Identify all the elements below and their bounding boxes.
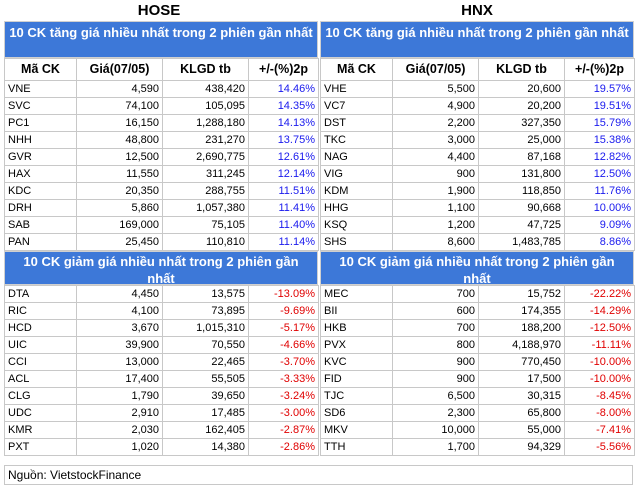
volume-cell: 1,288,180	[163, 115, 249, 132]
symbol-cell: TTH	[321, 439, 393, 456]
symbol-cell: PXT	[5, 439, 77, 456]
price-cell: 5,860	[77, 200, 163, 217]
symbol-cell: KVC	[321, 354, 393, 371]
volume-cell: 1,015,310	[163, 320, 249, 337]
change-cell: -11.11%	[565, 337, 635, 354]
volume-cell: 188,200	[479, 320, 565, 337]
hose-panel	[4, 21, 318, 456]
table-row	[321, 81, 635, 98]
price-cell: 1,200	[393, 217, 479, 234]
change-cell: -5.56%	[565, 439, 635, 456]
price-cell: 20,350	[77, 183, 163, 200]
table-row	[5, 371, 319, 388]
change-cell: 11.40%	[249, 217, 319, 234]
table-row	[5, 234, 319, 251]
symbol-cell: SHS	[321, 234, 393, 251]
volume-cell: 1,057,380	[163, 200, 249, 217]
volume-cell: 311,245	[163, 166, 249, 183]
change-cell: -2.87%	[249, 422, 319, 439]
symbol-cell: KDM	[321, 183, 393, 200]
table-row	[5, 183, 319, 200]
hnx-panel	[320, 21, 634, 456]
volume-cell: 47,725	[479, 217, 565, 234]
price-cell: 700	[393, 320, 479, 337]
symbol-cell: MKV	[321, 422, 393, 439]
symbol-cell: NHH	[5, 132, 77, 149]
table-row	[5, 337, 319, 354]
volume-cell: 55,000	[479, 422, 565, 439]
table-row	[5, 98, 319, 115]
symbol-cell: TJC	[321, 388, 393, 405]
symbol-cell: KSQ	[321, 217, 393, 234]
gainers-table	[4, 58, 319, 251]
volume-cell: 17,485	[163, 405, 249, 422]
price-cell: 1,700	[393, 439, 479, 456]
change-cell: 9.09%	[565, 217, 635, 234]
volume-cell: 288,755	[163, 183, 249, 200]
volume-cell: 438,420	[163, 81, 249, 98]
price-cell: 900	[393, 166, 479, 183]
price-cell: 10,000	[393, 422, 479, 439]
change-cell: 19.51%	[565, 98, 635, 115]
price-cell: 8,600	[393, 234, 479, 251]
losers-header: 10 CK giảm giá nhiều nhất trong 2 phiên gần nhất	[4, 251, 318, 285]
change-cell: 11.41%	[249, 200, 319, 217]
column-header: KLGD tb	[163, 59, 249, 81]
symbol-cell: VNE	[5, 81, 77, 98]
price-cell: 74,100	[77, 98, 163, 115]
price-cell: 2,300	[393, 405, 479, 422]
symbol-cell: HHG	[321, 200, 393, 217]
change-cell: -5.17%	[249, 320, 319, 337]
change-cell: 13.75%	[249, 132, 319, 149]
table-row	[5, 422, 319, 439]
price-cell: 4,590	[77, 81, 163, 98]
table-row	[5, 217, 319, 234]
table-row	[5, 166, 319, 183]
gainers-header: 10 CK tăng giá nhiều nhất trong 2 phiên gần nhất	[4, 21, 318, 58]
symbol-cell: MEC	[321, 286, 393, 303]
column-header: +/-(%)2p	[565, 59, 635, 81]
price-cell: 600	[393, 303, 479, 320]
volume-cell: 65,800	[479, 405, 565, 422]
table-row	[5, 405, 319, 422]
price-cell: 169,000	[77, 217, 163, 234]
table-row	[321, 371, 635, 388]
volume-cell: 20,600	[479, 81, 565, 98]
table-row	[5, 286, 319, 303]
symbol-cell: PVX	[321, 337, 393, 354]
symbol-cell: BII	[321, 303, 393, 320]
volume-cell: 20,200	[479, 98, 565, 115]
change-cell: 15.79%	[565, 115, 635, 132]
symbol-cell: FID	[321, 371, 393, 388]
volume-cell: 17,500	[479, 371, 565, 388]
change-cell: 11.51%	[249, 183, 319, 200]
price-cell: 3,000	[393, 132, 479, 149]
change-cell: -3.00%	[249, 405, 319, 422]
price-cell: 39,900	[77, 337, 163, 354]
change-cell: -8.45%	[565, 388, 635, 405]
symbol-cell: VC7	[321, 98, 393, 115]
symbol-cell: UIC	[5, 337, 77, 354]
table-row	[321, 320, 635, 337]
gainers-header: 10 CK tăng giá nhiều nhất trong 2 phiên gần nhất	[320, 21, 634, 58]
change-cell: 10.00%	[565, 200, 635, 217]
change-cell: 14.46%	[249, 81, 319, 98]
table-row	[5, 320, 319, 337]
symbol-cell: HCD	[5, 320, 77, 337]
symbol-cell: RIC	[5, 303, 77, 320]
hnx-title: HNX	[461, 2, 493, 19]
price-cell: 2,200	[393, 115, 479, 132]
price-cell: 12,500	[77, 149, 163, 166]
price-cell: 6,500	[393, 388, 479, 405]
column-header: Mã CK	[321, 59, 393, 81]
price-cell: 1,100	[393, 200, 479, 217]
table-row	[5, 149, 319, 166]
table-row	[321, 149, 635, 166]
symbol-cell: PC1	[5, 115, 77, 132]
price-cell: 700	[393, 286, 479, 303]
symbol-cell: GVR	[5, 149, 77, 166]
symbol-cell: TKC	[321, 132, 393, 149]
symbol-cell: ACL	[5, 371, 77, 388]
table-row	[5, 354, 319, 371]
table-row	[321, 388, 635, 405]
table-row	[5, 388, 319, 405]
volume-cell: 4,188,970	[479, 337, 565, 354]
volume-cell: 90,668	[479, 200, 565, 217]
table-row	[321, 98, 635, 115]
change-cell: -12.50%	[565, 320, 635, 337]
price-cell: 1,020	[77, 439, 163, 456]
symbol-cell: KDC	[5, 183, 77, 200]
symbol-cell: DTA	[5, 286, 77, 303]
change-cell: -8.00%	[565, 405, 635, 422]
table-row	[321, 200, 635, 217]
change-cell: 14.13%	[249, 115, 319, 132]
table-row	[321, 303, 635, 320]
table-row	[5, 439, 319, 456]
change-cell: 19.57%	[565, 81, 635, 98]
column-header-row	[321, 59, 635, 81]
price-cell: 4,400	[393, 149, 479, 166]
volume-cell: 55,505	[163, 371, 249, 388]
volume-cell: 327,350	[479, 115, 565, 132]
hose-title: HOSE	[137, 2, 181, 19]
change-cell: -7.41%	[565, 422, 635, 439]
price-cell: 11,550	[77, 166, 163, 183]
volume-cell: 118,850	[479, 183, 565, 200]
symbol-cell: KMR	[5, 422, 77, 439]
price-cell: 13,000	[77, 354, 163, 371]
column-header: KLGD tb	[479, 59, 565, 81]
symbol-cell: NAG	[321, 149, 393, 166]
price-cell: 4,100	[77, 303, 163, 320]
symbol-cell: DST	[321, 115, 393, 132]
table-row	[321, 132, 635, 149]
column-header: Giá(07/05)	[77, 59, 163, 81]
volume-cell: 30,315	[479, 388, 565, 405]
change-cell: -2.86%	[249, 439, 319, 456]
change-cell: -3.70%	[249, 354, 319, 371]
price-cell: 48,800	[77, 132, 163, 149]
change-cell: 8.86%	[565, 234, 635, 251]
symbol-cell: VHE	[321, 81, 393, 98]
symbol-cell: PAN	[5, 234, 77, 251]
symbol-cell: SAB	[5, 217, 77, 234]
change-cell: -9.69%	[249, 303, 319, 320]
change-cell: 14.35%	[249, 98, 319, 115]
change-cell: -22.22%	[565, 286, 635, 303]
symbol-cell: SD6	[321, 405, 393, 422]
source-note: Nguồn: VietstockFinance	[4, 465, 633, 485]
volume-cell: 105,095	[163, 98, 249, 115]
column-header: Mã CK	[5, 59, 77, 81]
symbol-cell: UDC	[5, 405, 77, 422]
price-cell: 1,900	[393, 183, 479, 200]
volume-cell: 70,550	[163, 337, 249, 354]
price-cell: 900	[393, 371, 479, 388]
price-cell: 5,500	[393, 81, 479, 98]
column-header: +/-(%)2p	[249, 59, 319, 81]
volume-cell: 22,465	[163, 354, 249, 371]
volume-cell: 94,329	[479, 439, 565, 456]
volume-cell: 770,450	[479, 354, 565, 371]
table-row	[321, 337, 635, 354]
change-cell: 15.38%	[565, 132, 635, 149]
change-cell: -3.24%	[249, 388, 319, 405]
price-cell: 25,450	[77, 234, 163, 251]
volume-cell: 110,810	[163, 234, 249, 251]
symbol-cell: CLG	[5, 388, 77, 405]
change-cell: -4.66%	[249, 337, 319, 354]
volume-cell: 131,800	[479, 166, 565, 183]
volume-cell: 75,105	[163, 217, 249, 234]
gainers-table	[320, 58, 635, 251]
price-cell: 800	[393, 337, 479, 354]
change-cell: 12.82%	[565, 149, 635, 166]
change-cell: -10.00%	[565, 371, 635, 388]
price-cell: 17,400	[77, 371, 163, 388]
volume-cell: 13,575	[163, 286, 249, 303]
losers-table	[320, 285, 635, 456]
price-cell: 3,670	[77, 320, 163, 337]
table-row	[321, 217, 635, 234]
price-cell: 900	[393, 354, 479, 371]
table-row	[5, 132, 319, 149]
table-row	[321, 115, 635, 132]
volume-cell: 174,355	[479, 303, 565, 320]
symbol-cell: HKB	[321, 320, 393, 337]
symbol-cell: HAX	[5, 166, 77, 183]
volume-cell: 231,270	[163, 132, 249, 149]
volume-cell: 2,690,775	[163, 149, 249, 166]
volume-cell: 39,650	[163, 388, 249, 405]
table-row	[5, 200, 319, 217]
volume-cell: 1,483,785	[479, 234, 565, 251]
table-row	[321, 405, 635, 422]
price-cell: 2,910	[77, 405, 163, 422]
table-row	[321, 286, 635, 303]
column-header-row	[5, 59, 319, 81]
losers-header: 10 CK giảm giá nhiều nhất trong 2 phiên gần nhất	[320, 251, 634, 285]
volume-cell: 87,168	[479, 149, 565, 166]
symbol-cell: SVC	[5, 98, 77, 115]
change-cell: 12.14%	[249, 166, 319, 183]
price-cell: 1,790	[77, 388, 163, 405]
volume-cell: 25,000	[479, 132, 565, 149]
symbol-cell: DRH	[5, 200, 77, 217]
price-cell: 4,900	[393, 98, 479, 115]
volume-cell: 14,380	[163, 439, 249, 456]
price-cell: 4,450	[77, 286, 163, 303]
table-row	[321, 234, 635, 251]
change-cell: 12.61%	[249, 149, 319, 166]
table-row	[5, 81, 319, 98]
table-row	[321, 354, 635, 371]
table-row	[5, 303, 319, 320]
price-cell: 16,150	[77, 115, 163, 132]
change-cell: 11.14%	[249, 234, 319, 251]
change-cell: -10.00%	[565, 354, 635, 371]
symbol-cell: VIG	[321, 166, 393, 183]
table-row	[5, 115, 319, 132]
change-cell: -13.09%	[249, 286, 319, 303]
table-row	[321, 183, 635, 200]
change-cell: -14.29%	[565, 303, 635, 320]
symbol-cell: CCI	[5, 354, 77, 371]
table-row	[321, 439, 635, 456]
table-row	[321, 166, 635, 183]
price-cell: 2,030	[77, 422, 163, 439]
table-row	[321, 422, 635, 439]
volume-cell: 73,895	[163, 303, 249, 320]
volume-cell: 15,752	[479, 286, 565, 303]
change-cell: 12.50%	[565, 166, 635, 183]
column-header: Giá(07/05)	[393, 59, 479, 81]
losers-table	[4, 285, 319, 456]
volume-cell: 162,405	[163, 422, 249, 439]
change-cell: -3.33%	[249, 371, 319, 388]
change-cell: 11.76%	[565, 183, 635, 200]
